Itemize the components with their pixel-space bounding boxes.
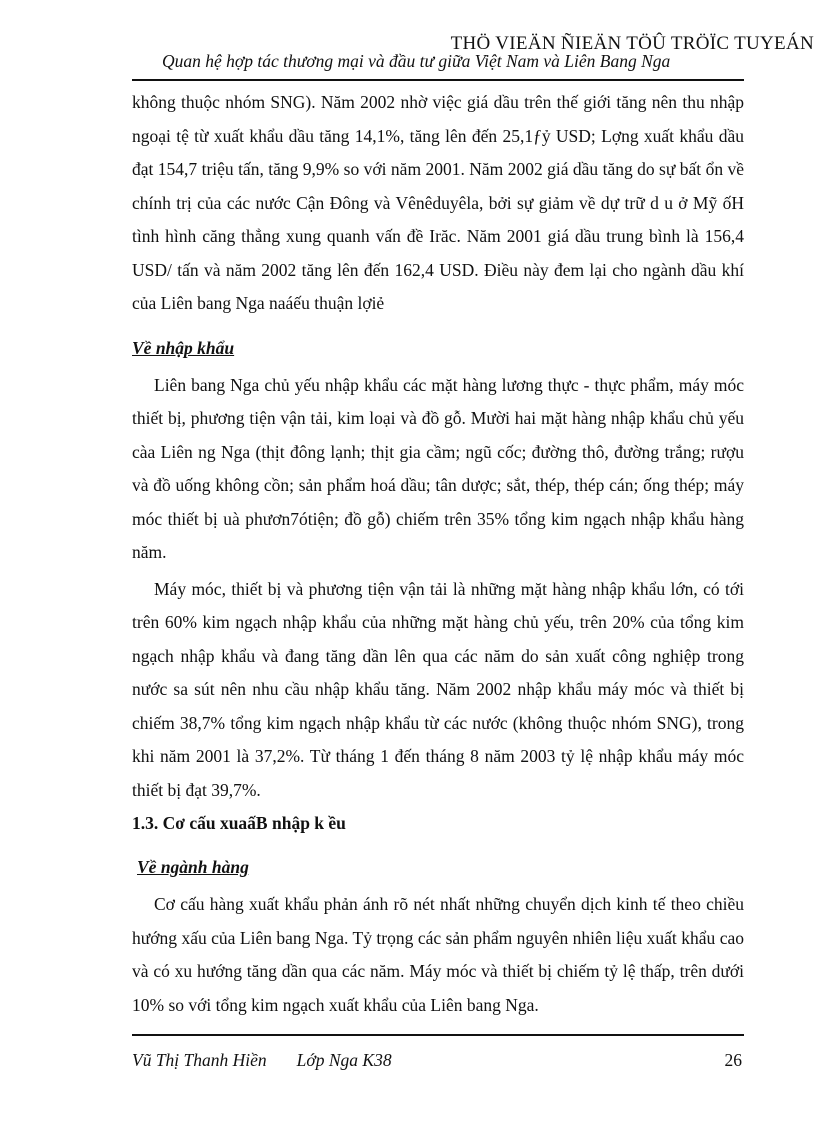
footer-divider bbox=[132, 1034, 744, 1036]
footer-author-line bbox=[132, 1050, 392, 1071]
intro-paragraph: không thuộc nhóm SNG). Năm 2002 nhờ việc giá dầu trên thế giới tăng nên thu nhập ngoại tệ từ xuất khẩu dầu tăng 14,1%, tăng lên đến 25,1ƒỷ USD; Lợng xuất khẩu dầu đạt 154,7 triệu tấn, tăng 9,9% so với năm 2001. Năm 2002 giá dầu tăng do sự bất ổn về chính trị của các nước Cận Đông và Vênêduyêla, bởi sự giảm về dự trữ d u ở Mỹ ốH tình hình căng thẳng xung quanh vấn đề Irăc. Năm 2001 giá dầu trung bình là 156,4 USD/ tấn và năm 2002 tăng lên đến 162,4 USD. Điều này đem lại cho ngành dầu khí của Liên bang Nga naáếu thuận lợiẻ bbox=[132, 92, 744, 313]
document-header-title: Quan hệ hợp tác thương mại và đầu tư giữa Việt Nam và Liên Bang Nga bbox=[162, 51, 671, 71]
industry-paragraph: Cơ cấu hàng xuất khẩu phản ánh rõ nét nhất những chuyển dịch kinh tế theo chiều hướng xấu của Liên bang Nga. Tỷ trọng các sản phẩm nguyên nhiên liệu xuất khẩu cao và có xu hướng tăng dần qua các năm. Máy móc và thiết bị chiếm tỷ lệ thấp, trên dưới 10% so với tổng kim ngạch xuất khẩu của Liên bang Nga. bbox=[132, 894, 744, 1015]
watermark-text: THÖ VIEÄN ÑIEÄN TÖÛ TRÖÏC TUYEÁN bbox=[450, 33, 814, 54]
page-body bbox=[132, 86, 744, 1022]
footer-class: Lớp Nga K38 bbox=[296, 1050, 392, 1070]
import-section-heading: Về nhập khẩu bbox=[132, 337, 235, 358]
section-1-3-heading: 1.3. Cơ cấu xuaấB nhập k ều bbox=[132, 813, 346, 833]
import-paragraph-1: Liên bang Nga chủ yếu nhập khẩu các mặt hàng lương thực - thực phẩm, máy móc thiết bị, phương tiện vận tải, kim loại và đồ gỗ. Mười hai mặt hàng nhập khẩu chủ yếu càa Liên ng Nga (thịt đông lạnh; thịt gia cầm; ngũ cốc; đường thô, đường trắng; rượu và đồ uống không cồn; sản phẩm hoá dầu; tân dược; sắt, thép, thép cán; ống thép; máy móc thiết bị uà phươn7ótiện; đồ gỗ) chiếm trên 35% tổng kim ngạch nhập khẩu hàng năm. bbox=[132, 374, 744, 562]
footer-author: Vũ Thị Thanh Hiền bbox=[132, 1050, 267, 1070]
import-paragraph-2: Máy móc, thiết bị và phương tiện vận tải là những mặt hàng nhập khẩu lớn, có tới trên 60% kim ngạch nhập khẩu của những mặt hàng chủ yếu, trên 20% của tổng kim ngạch nhập khẩu và đang tăng dần lên qua các năm do sản xuất công nghiệp trong nước sa sút nên nhu cầu nhập khẩu tăng. Năm 2002 nhập khẩu máy móc và thiết bị chiếm 38,7% tổng kim ngạch nhập khẩu từ các nước (không thuộc nhóm SNG), trong khi năm 2001 là 37,2%. Từ tháng 1 đến tháng 8 năm 2003 tỷ lệ nhập khẩu máy móc thiết bị đạt 39,7%. bbox=[132, 578, 744, 800]
industry-section-heading: Về ngành hàng bbox=[137, 857, 249, 877]
page-number: 26 bbox=[724, 1050, 742, 1070]
header-divider bbox=[132, 79, 744, 81]
